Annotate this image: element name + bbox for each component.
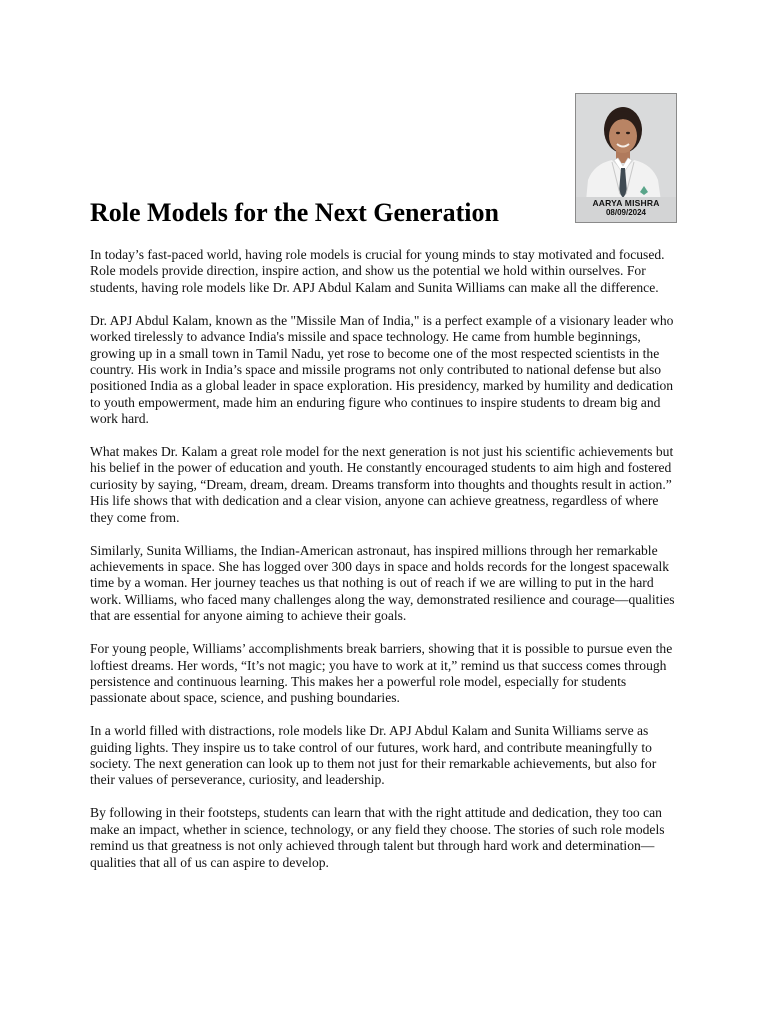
paragraph-7: By following in their footsteps, students can learn that with the right attitude and dedication, they too can make an impact, whether in science, technology, or any field they choose. The stories of such role models remind us that greatness is not only achieved through talent but through hard work and determination—qualities that all of us can aspire to develop.	[90, 805, 665, 870]
paragraph-3: What makes Dr. Kalam a great role model for the next generation is not just his scientific achievements but his belief in the power of education and youth. He constantly encouraged students to aim high and fostered curiosity by saying, “Dream, dream, dream. Dreams transform into thoughts and thoughts result in action.” His life shows that with dedication and a clear vision, anyone can achieve greatness, regardless of where they come from.	[90, 444, 674, 525]
document-title: Role Models for the Next Generation	[90, 198, 499, 227]
paragraph-4: Similarly, Sunita Williams, the Indian-American astronaut, has inspired millions through her remarkable achievements in space. She has logged over 300 days in space and holds records for the longest spacewalk time by a woman. Her journey teaches us that nothing is out of reach if we are willing to put in the hard work. Williams, who faced many challenges along the way, demonstrated resilience and courage—qualities that are essential for anyone aiming to achieve their goals.	[90, 542, 675, 624]
student-photo	[575, 93, 677, 223]
paragraph-2: Dr. APJ Abdul Kalam, known as the "Missile Man of India," is a perfect example of a visionary leader who worked tirelessly to advance India's missile and space technology. He came from humble beginnings, growing up in a small town in Tamil Nadu, yet rose to become one of the most respected scientists in the country. His work in India’s space and missile programs not only contributed to national defense but also positioned India as a global leader in space exploration. His presidency, marked by humility and dedication to youth empowerment, made him an enduring figure who continues to inspire students to dream big and work hard.	[90, 312, 674, 427]
paragraph-5: For young people, Williams’ accomplishments break barriers, showing that it is possible to pursue even the loftiest dreams. Her words, “It’s not magic; you have to work at it,” remind us that success comes through persistence and continuous learning. This makes her a powerful role model, especially for students passionate about space, science, and pushing boundaries.	[90, 641, 673, 706]
paragraph-6: In a world filled with distractions, role models like Dr. APJ Abdul Kalam and Sunita Williams serve as guiding lights. They inspire us to take control of our futures, work hard, and contribute meaningfully to society. The next generation can look up to them not just for their remarkable achievements, but also for their values of perseverance, curiosity, and leadership.	[90, 723, 657, 788]
document-body	[90, 247, 680, 888]
paragraph-1: In today’s fast-paced world, having role models is crucial for young minds to stay motivated and focused. Role models provide direction, inspire action, and show us the potential we hold within ourselves. For students, having role models like Dr. APJ Abdul Kalam and Sunita Williams can make all the difference.	[90, 247, 665, 295]
photo-name-label: AARYA MISHRA	[592, 198, 660, 208]
photo-date-label: 08/09/2024	[605, 208, 647, 217]
